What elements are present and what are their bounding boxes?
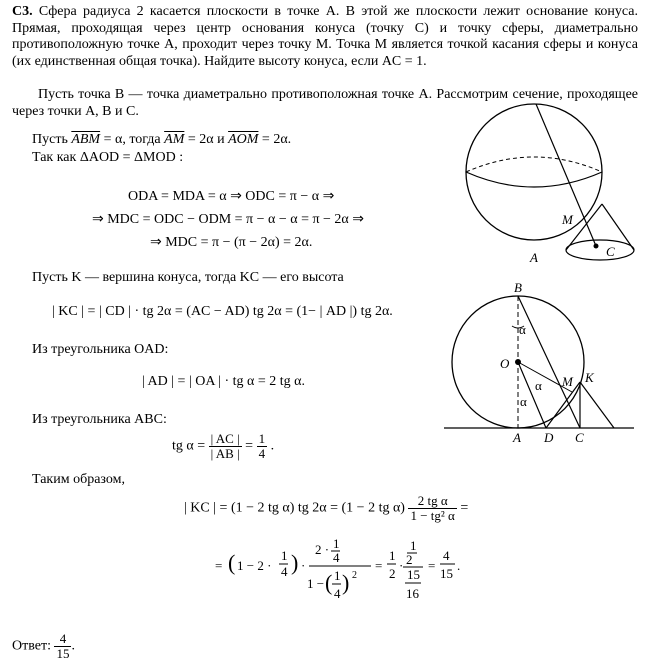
angle-definition xyxy=(32,132,291,148)
cone-side-k xyxy=(580,382,614,428)
fig2-label-m: M xyxy=(562,374,573,389)
point-o xyxy=(515,359,521,365)
tg-equation: tg α = $\frac{| AC |}{| AB |}$ = $\frac{1}{4}$ . xyxy=(172,431,275,461)
svg-text:): ) xyxy=(291,550,299,575)
svg-text:(: ( xyxy=(325,570,333,595)
svg-text:16: 16 xyxy=(406,586,419,601)
fig2-alpha-3: α xyxy=(520,394,527,409)
text-then: = α, тогда xyxy=(100,132,161,147)
problem-text: Сфера радиуса 2 касается плоскости в точке A. В этой же плоскости лежит основание конуса. Прямая, проходящая через центр основания конуса (точку C) и точку сферы, диаметрально противоположную точке A, проходит через точку M. Точка M является точкой касания сферы и конуса (их единственная общая точка). Найдите высоту конуса, если AC = 1. xyxy=(12,4,639,69)
fig2-label-d: D xyxy=(544,430,554,445)
problem-label: С3. xyxy=(12,4,33,19)
svg-text:2: 2 xyxy=(389,566,396,581)
svg-text:1 − 2 ·: 1 − 2 · xyxy=(237,558,272,573)
tg-value xyxy=(257,432,268,461)
oad-label: Из треугольника OAD: xyxy=(32,342,169,357)
svg-text:4: 4 xyxy=(281,564,288,579)
tg-eq: = xyxy=(245,438,254,454)
sphere-cone-figure xyxy=(462,92,642,272)
tg-value-den: 4 xyxy=(258,446,266,461)
thus-label: Таким образом, xyxy=(32,472,125,487)
final-num: 2 tg α xyxy=(408,494,456,509)
svg-text:=: = xyxy=(428,558,436,573)
cone-side-left xyxy=(566,204,602,250)
arc-am: $\overline{AM}$ xyxy=(164,132,185,147)
svg-text:.: . xyxy=(457,558,461,573)
svg-text:4: 4 xyxy=(443,548,450,563)
svg-text:1: 1 xyxy=(281,548,288,563)
fig1-label-m: M xyxy=(562,212,573,227)
fig2-label-o: O xyxy=(500,356,510,371)
svg-text:): ) xyxy=(342,570,350,595)
cone-base xyxy=(566,240,634,260)
equator-front xyxy=(466,172,602,187)
final-den: 1 − tg² α xyxy=(410,508,455,523)
svg-text:=: = xyxy=(375,558,383,573)
text-and: = 2α и xyxy=(184,132,225,147)
cross-section-figure xyxy=(442,282,642,447)
fig2-label-a: A xyxy=(513,430,521,445)
text-let: Пусть xyxy=(32,132,68,147)
equation-2: ⇒ MDC = ODC − ODM = π − α − α = π − 2α ⇒ xyxy=(92,212,364,227)
svg-text:1 −: 1 − xyxy=(307,576,325,591)
arc-abm: $\overline{ABM}$ xyxy=(71,132,101,147)
final-equation-1: | KC | = (1 − 2 tg α) tg 2α = (1 − 2 tg α) $\frac{\text{2 tg α}}{\text{1 − tg² α}}$ = xyxy=(184,493,469,523)
answer-num: 4 xyxy=(54,632,71,647)
ad-equation: | AD | = | OA | · tg α = 2 tg α. xyxy=(142,374,306,389)
svg-text:·: · xyxy=(399,558,404,573)
fig2-alpha-2: α xyxy=(535,378,542,393)
svg-text:4: 4 xyxy=(333,550,340,565)
triangle-equality: Так как ΔAOD = ΔMOD : xyxy=(32,150,184,165)
solution-intro: Пусть точка B — точка диаметрально противоположная точке A. Рассмотрим сечение, проходящее через точки A, B и C. xyxy=(12,87,638,119)
point-c xyxy=(594,244,599,249)
svg-text:1: 1 xyxy=(410,538,417,553)
fig2-label-k: K xyxy=(585,370,594,385)
abc-label: Из треугольника ABC: xyxy=(32,412,167,427)
answer-den: 15 xyxy=(56,646,70,661)
arc-aom: $\overline{AOM}$ xyxy=(228,132,259,147)
equation-1: ODA = MDA = α ⇒ ODC = π − α ⇒ xyxy=(128,189,335,204)
answer: Ответ: $\frac{4}{15}$ . xyxy=(12,631,75,661)
fig2-alpha-1: α xyxy=(519,322,526,337)
equation-3: ⇒ MDC = π − (π − 2α) = 2α. xyxy=(150,235,313,250)
final-lhs: | KC | = (1 − 2 tg α) tg 2α = (1 − 2 tg α) xyxy=(184,500,405,516)
text-end: = 2α. xyxy=(258,132,292,147)
tg-den: | AB | xyxy=(210,446,240,461)
height-intro: Пусть K — вершина конуса, тогда KC — его высота xyxy=(32,270,344,285)
answer-label: Ответ: xyxy=(12,638,51,654)
tg-value-num: 1 xyxy=(258,431,266,446)
svg-text:1: 1 xyxy=(334,568,341,583)
svg-text:2: 2 xyxy=(406,552,413,567)
svg-text:(: ( xyxy=(228,550,236,575)
svg-text:1: 1 xyxy=(333,538,340,551)
tg-fraction xyxy=(209,432,242,461)
svg-text:15: 15 xyxy=(440,566,453,581)
fig2-label-c: C xyxy=(575,430,584,445)
kc-equation: | KC | = | CD | · tg 2α = (AC − AD) tg 2α = (1− | AD |) tg 2α. xyxy=(52,304,393,319)
sphere-outline xyxy=(466,104,602,240)
svg-text:=: = xyxy=(215,558,223,573)
svg-text:4: 4 xyxy=(334,586,341,601)
svg-text:15: 15 xyxy=(407,567,420,582)
svg-text:2 ·: 2 · xyxy=(315,542,330,557)
fig2-label-b: B xyxy=(514,282,522,295)
final-equation-2 xyxy=(215,538,475,618)
svg-text:·: · xyxy=(301,558,306,573)
tg-lhs: tg α = xyxy=(172,438,206,454)
answer-fraction xyxy=(54,632,71,661)
line-bc xyxy=(518,296,580,428)
svg-text:2: 2 xyxy=(352,570,357,581)
fig1-label-a: A xyxy=(530,250,538,265)
final-fraction xyxy=(408,494,456,523)
problem-statement xyxy=(12,4,638,70)
equator-back xyxy=(466,157,602,172)
fig1-label-c: C xyxy=(606,244,615,259)
tg-num: | AC | xyxy=(210,431,240,446)
svg-text:1: 1 xyxy=(389,548,396,563)
